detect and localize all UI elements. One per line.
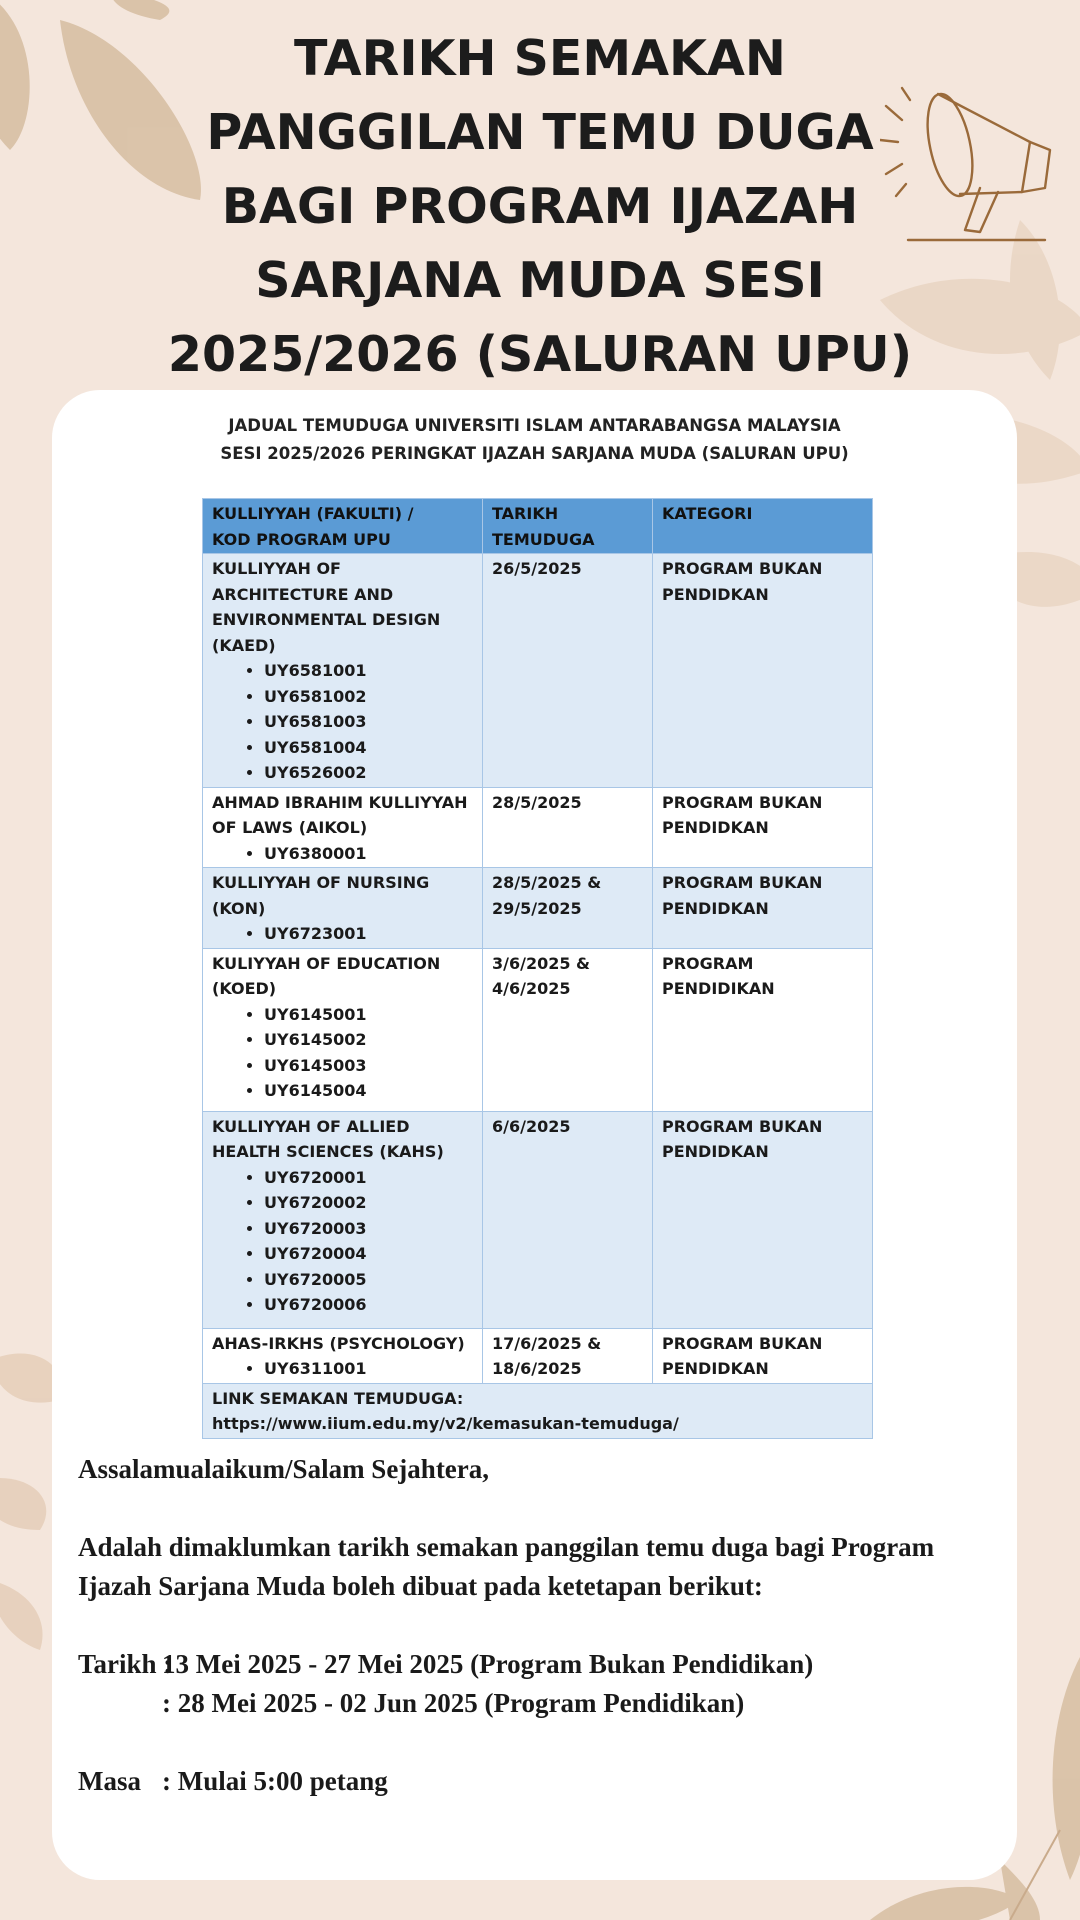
time-line: [78, 1762, 1008, 1801]
program-code-list: [212, 841, 473, 867]
faculty-name: KULIYYAH OF EDUCATION (KOED): [212, 953, 441, 998]
program-code: • UY6720005: [264, 1267, 473, 1293]
faculty-cell: [203, 554, 483, 788]
faculty-cell: [203, 868, 483, 949]
date-value-1: 13 Mei 2025 - 27 Mei 2025 (Program Bukan Pendidikan): [162, 1649, 814, 1679]
program-code: • UY6720001: [264, 1165, 473, 1191]
program-code: • UY6720002: [264, 1190, 473, 1216]
category-cell: PROGRAM BUKAN PENDIDKAN: [653, 787, 873, 868]
faculty-name: KULLIYYAH OF NURSING (KON): [212, 873, 430, 918]
header-category: KATEGORI: [653, 499, 873, 554]
date-cell: 28/5/2025 & 29/5/2025: [483, 868, 653, 949]
faculty-name: KULLIYYAH OF ALLIED HEALTH SCIENCES (KAHS): [212, 1116, 444, 1161]
program-code: • UY6145004: [264, 1078, 473, 1104]
category-cell: PROGRAM PENDIDIKAN: [653, 948, 873, 1111]
link-url[interactable]: https://www.iium.edu.my/v2/kemasukan-temuduga/: [212, 1414, 679, 1433]
program-code: • UY6581003: [264, 709, 473, 735]
link-label: LINK SEMAKAN TEMUDUGA:: [212, 1388, 464, 1408]
announcement-paragraph: Adalah dimaklumkan tarikh semakan panggilan temu duga bagi Program Ijazah Sarjana Muda boleh dibuat pada ketetapan berikut:: [78, 1532, 935, 1601]
program-code: • UY6581002: [264, 684, 473, 710]
faculty-cell: [203, 948, 483, 1111]
page-title: [120, 22, 960, 392]
faculty-name: AHMAD IBRAHIM KULLIYYAH OF LAWS (AIKOL): [212, 792, 468, 837]
link-row: [203, 1383, 873, 1438]
date-cell: 3/6/2025 & 4/6/2025: [483, 948, 653, 1111]
date-label: Tarikh :: [78, 1649, 173, 1679]
program-code: • UY6145001: [264, 1002, 473, 1028]
program-code-list: [212, 921, 473, 947]
greeting: Assalamualaikum/Salam Sejahtera,: [78, 1454, 490, 1484]
date-line-2: [78, 1684, 1008, 1723]
time-label: Masa: [78, 1766, 141, 1796]
faculty-cell: [203, 1328, 483, 1383]
program-code: • UY6720006: [264, 1292, 473, 1318]
table-row: [203, 1328, 873, 1383]
schedule-title-line: SESI 2025/2026 PERINGKAT IJAZAH SARJANA MUDA (SALURAN UPU): [220, 444, 849, 463]
table-row: [203, 948, 873, 1111]
program-code: • UY6145002: [264, 1027, 473, 1053]
table-row: [203, 554, 873, 788]
table-row: [203, 868, 873, 949]
title-line: 2025/2026 (SALURAN UPU): [167, 326, 913, 383]
program-code: • UY6581001: [264, 658, 473, 684]
program-code: • UY6723001: [264, 921, 473, 947]
program-code: • UY6380001: [264, 841, 473, 867]
program-code-list: [212, 658, 473, 786]
program-code-list: [212, 1165, 473, 1318]
header-date: [483, 499, 653, 554]
title-line: PANGGILAN TEMU DUGA: [206, 104, 874, 161]
schedule-title: [52, 412, 1017, 468]
table-row: [203, 1111, 873, 1328]
faculty-cell: [203, 1111, 483, 1328]
header-faculty-line1: KULLIYYAH (FAKULTI) /: [212, 504, 414, 523]
header-faculty: [203, 499, 483, 554]
category-cell: PROGRAM BUKAN PENDIDKAN: [653, 554, 873, 788]
category-cell: PROGRAM BUKAN PENDIDKAN: [653, 1111, 873, 1328]
program-code: • UY6311001: [264, 1356, 473, 1382]
date-cell: 28/5/2025: [483, 787, 653, 868]
program-code: • UY6581004: [264, 735, 473, 761]
date-cell: 6/6/2025: [483, 1111, 653, 1328]
date-value-2: : 28 Mei 2025 - 02 Jun 2025 (Program Pendidikan): [162, 1688, 745, 1718]
schedule-title-line: JADUAL TEMUDUGA UNIVERSITI ISLAM ANTARABANGSA MALAYSIA: [228, 416, 841, 435]
program-code: • UY6145003: [264, 1053, 473, 1079]
date-line: [78, 1645, 1008, 1684]
date-cell: 26/5/2025: [483, 554, 653, 788]
title-line: TARIKH SEMAKAN: [294, 30, 786, 87]
category-cell: PROGRAM BUKAN PENDIDKAN: [653, 868, 873, 949]
link-cell: [203, 1383, 873, 1438]
date-cell: 17/6/2025 & 18/6/2025: [483, 1328, 653, 1383]
faculty-name: AHAS-IRKHS (PSYCHOLOGY): [212, 1333, 465, 1353]
faculty-name: KULLIYYAH OF ARCHITECTURE AND ENVIRONMENTAL DESIGN (KAED): [212, 559, 441, 655]
announcement: [78, 1450, 1008, 1801]
program-code-list: [212, 1002, 473, 1104]
header-date-line2: TEMUDUGA: [492, 529, 595, 549]
header-date-line1: TARIKH: [492, 504, 559, 523]
table-header-row: [203, 499, 873, 554]
header-faculty-line2: KOD PROGRAM UPU: [212, 529, 391, 549]
table-row: [203, 787, 873, 868]
time-value: : Mulai 5:00 petang: [162, 1766, 388, 1796]
program-code: • UY6720004: [264, 1241, 473, 1267]
title-line: BAGI PROGRAM IJAZAH: [221, 178, 859, 235]
program-code: • UY6720003: [264, 1216, 473, 1242]
category-cell: PROGRAM BUKAN PENDIDKAN: [653, 1328, 873, 1383]
faculty-cell: [203, 787, 483, 868]
title-line: SARJANA MUDA SESI: [255, 252, 825, 309]
content-card: [52, 390, 1017, 1880]
program-code-list: [212, 1356, 473, 1382]
program-code: • UY6526002: [264, 760, 473, 786]
schedule-table: [202, 498, 873, 1439]
